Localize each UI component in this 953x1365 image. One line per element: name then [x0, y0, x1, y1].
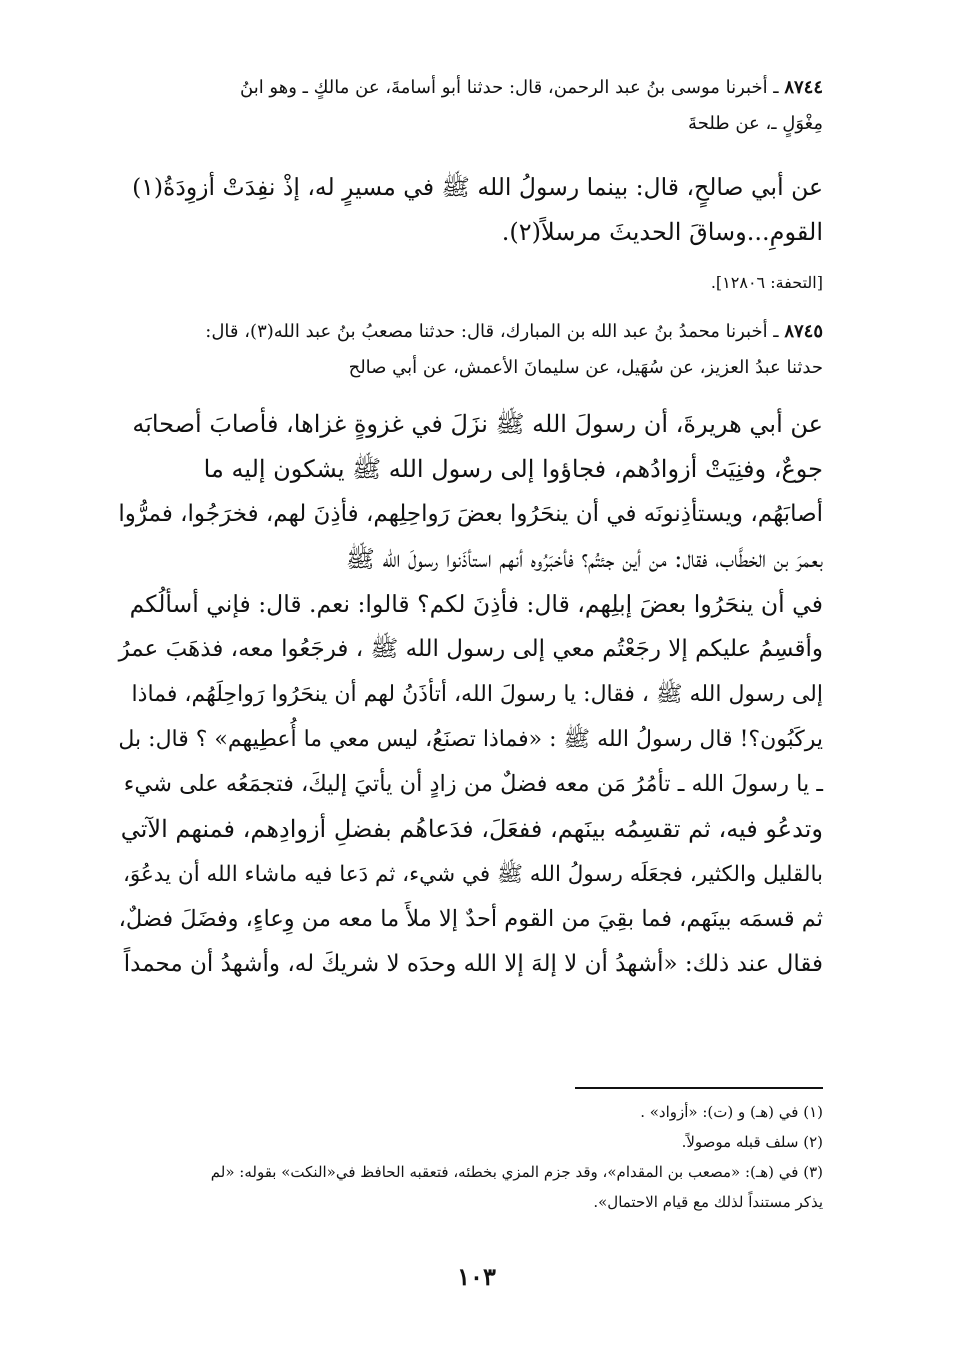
isnad-line: مِغْوَلٍ ـ، عن طلحةَ	[688, 113, 823, 134]
matn-line: ـ يا رسولَ الله ـ تأمُرُ مَن معه فضلٌ من زادٍ أن يأتيَ إليكَ، فتجمَعُه على شيء	[123, 771, 823, 797]
footnote: (١) في (هـ) و (ت): «أزواد» .	[640, 1103, 823, 1121]
isnad-line: ٨٧٤٤ ـ أخبرنا موسى بنُ عبد الرحمن، قال: حدثنا أبو أسامةَ، عن مالكٍ ـ وهو ابنُ	[240, 77, 823, 98]
matn-line: عن أبي صالحٍ، قال: بينما رسولُ الله ﷺ في مسيرٍ له، إذْ نفِدَتْ أزوِدَةُ(١)	[132, 173, 823, 201]
tuhfa-reference: [التحفة: ١٢٨٠٦].	[710, 273, 823, 292]
matn-line: جوعٌ، وفنِيَتْ أزوادُهم، فجاؤوا إلى رسول الله ﷺ يشكون إليه ما	[203, 455, 823, 483]
matn-line: أصابَهُم، ويستأذِنونَه في أن ينحَرُوا بعضَ رَواحِلِهم، فأذِنَ لهم، فخرَجُوا، فمرُّوا	[118, 501, 823, 527]
matn-line: إلى رسول الله ﷺ ، فقال: يا رسولَ الله، أتأذَنُ لهم أن ينحَرُوا رَواحِلَهُم، فماذا	[131, 682, 823, 707]
matn-line: فقال عند ذلك: «أشهدُ أن لا إلهَ إلا الله وحدَه لا شريكَ له، وأشهدُ أن محمداً	[123, 951, 823, 977]
matn-line: عن أبي هريرةَ، أن رسولَ الله ﷺ نزَلَ في غزوةٍ غزاها، فأصابَ أصحابَه	[132, 410, 823, 438]
matn-line: وأقسِمُ عليكم إلا رجَعْتُم معي إلى رسول الله ﷺ ، فرجَعُوا معه، فذهَبَ عمرُ	[118, 636, 823, 662]
footnote: (٣) في (هـ): «مصعب بن المقدام»، وقد جزم المزي بخطئه، فتعقبه الحافظ في«النكت» بقوله: «لم	[210, 1163, 823, 1181]
footnote: يذكر مستنداً لذلك مع قيام الاحتمال».	[593, 1193, 823, 1211]
footnote: (٢) سلف قبله موصولاً.	[681, 1133, 823, 1151]
matn-line: بعمرَ بن الخطَّاب، فقال: من أين جئتُم؟ فأخبَرُوه أنهم استأذَنوا رسولَ الله ﷺ	[345, 545, 823, 573]
matn-line: ثم قسمَه بينَهم، فما بقِيَ من القوم أحدٌ إلا ملأَ ما معه من وِعاءٍ، وفضَلَ فضلٌ،	[118, 906, 823, 932]
matn-line: وتدعُو فيه، ثم تقسِمُه بينَهم، ففعَلَ، فدَعاهُم بفضلِ أزوادِهم، فمنهم الآتي	[120, 815, 823, 843]
isnad-line: ٨٧٤٥ ـ أخبرنا محمدُ بنُ عبد الله بن المبارك، قال: حدثنا مصعبُ بنُ عبد الله(٣)، قال:	[205, 321, 823, 342]
matn-line: القومِ...وساقَ الحديثَ مرسلاً(٢).	[501, 218, 823, 246]
footnotes	[118, 1097, 823, 1217]
footnote-divider	[575, 1087, 823, 1089]
hadith-number: ٨٧٤٥	[784, 321, 823, 342]
hadith-8745-isnad	[118, 314, 823, 386]
hadith-number: ٨٧٤٤	[784, 77, 823, 98]
page-number: ١٠٣	[457, 1262, 496, 1291]
matn-line: يركَبُون؟! قال رسولُ الله ﷺ : «فماذا تصنَعُ، ليس معي ما أُعطِيهم» ؟ قال: بل	[118, 727, 823, 752]
hadith-8744-isnad	[118, 70, 823, 142]
matn-line: بالقليل والكثير، فجعَلَه رسولُ الله ﷺ في شيء، ثم دَعا فيه ماشاء الله أن يدعُوَ،	[122, 862, 823, 887]
matn-line: في أن ينحَرُوا بعضَ إبلِهم، قال: فأذِنَ لكم؟ قالوا: نعم. قال: فإني أسألُكم	[129, 590, 823, 618]
hadith-8745-matn	[118, 402, 823, 987]
hadith-8744-matn	[118, 165, 823, 255]
isnad-line: حدثنا عبدُ العزيز، عن سُهَيل، عن سليمانَ الأعمش، عن أبي صالح	[348, 357, 823, 378]
